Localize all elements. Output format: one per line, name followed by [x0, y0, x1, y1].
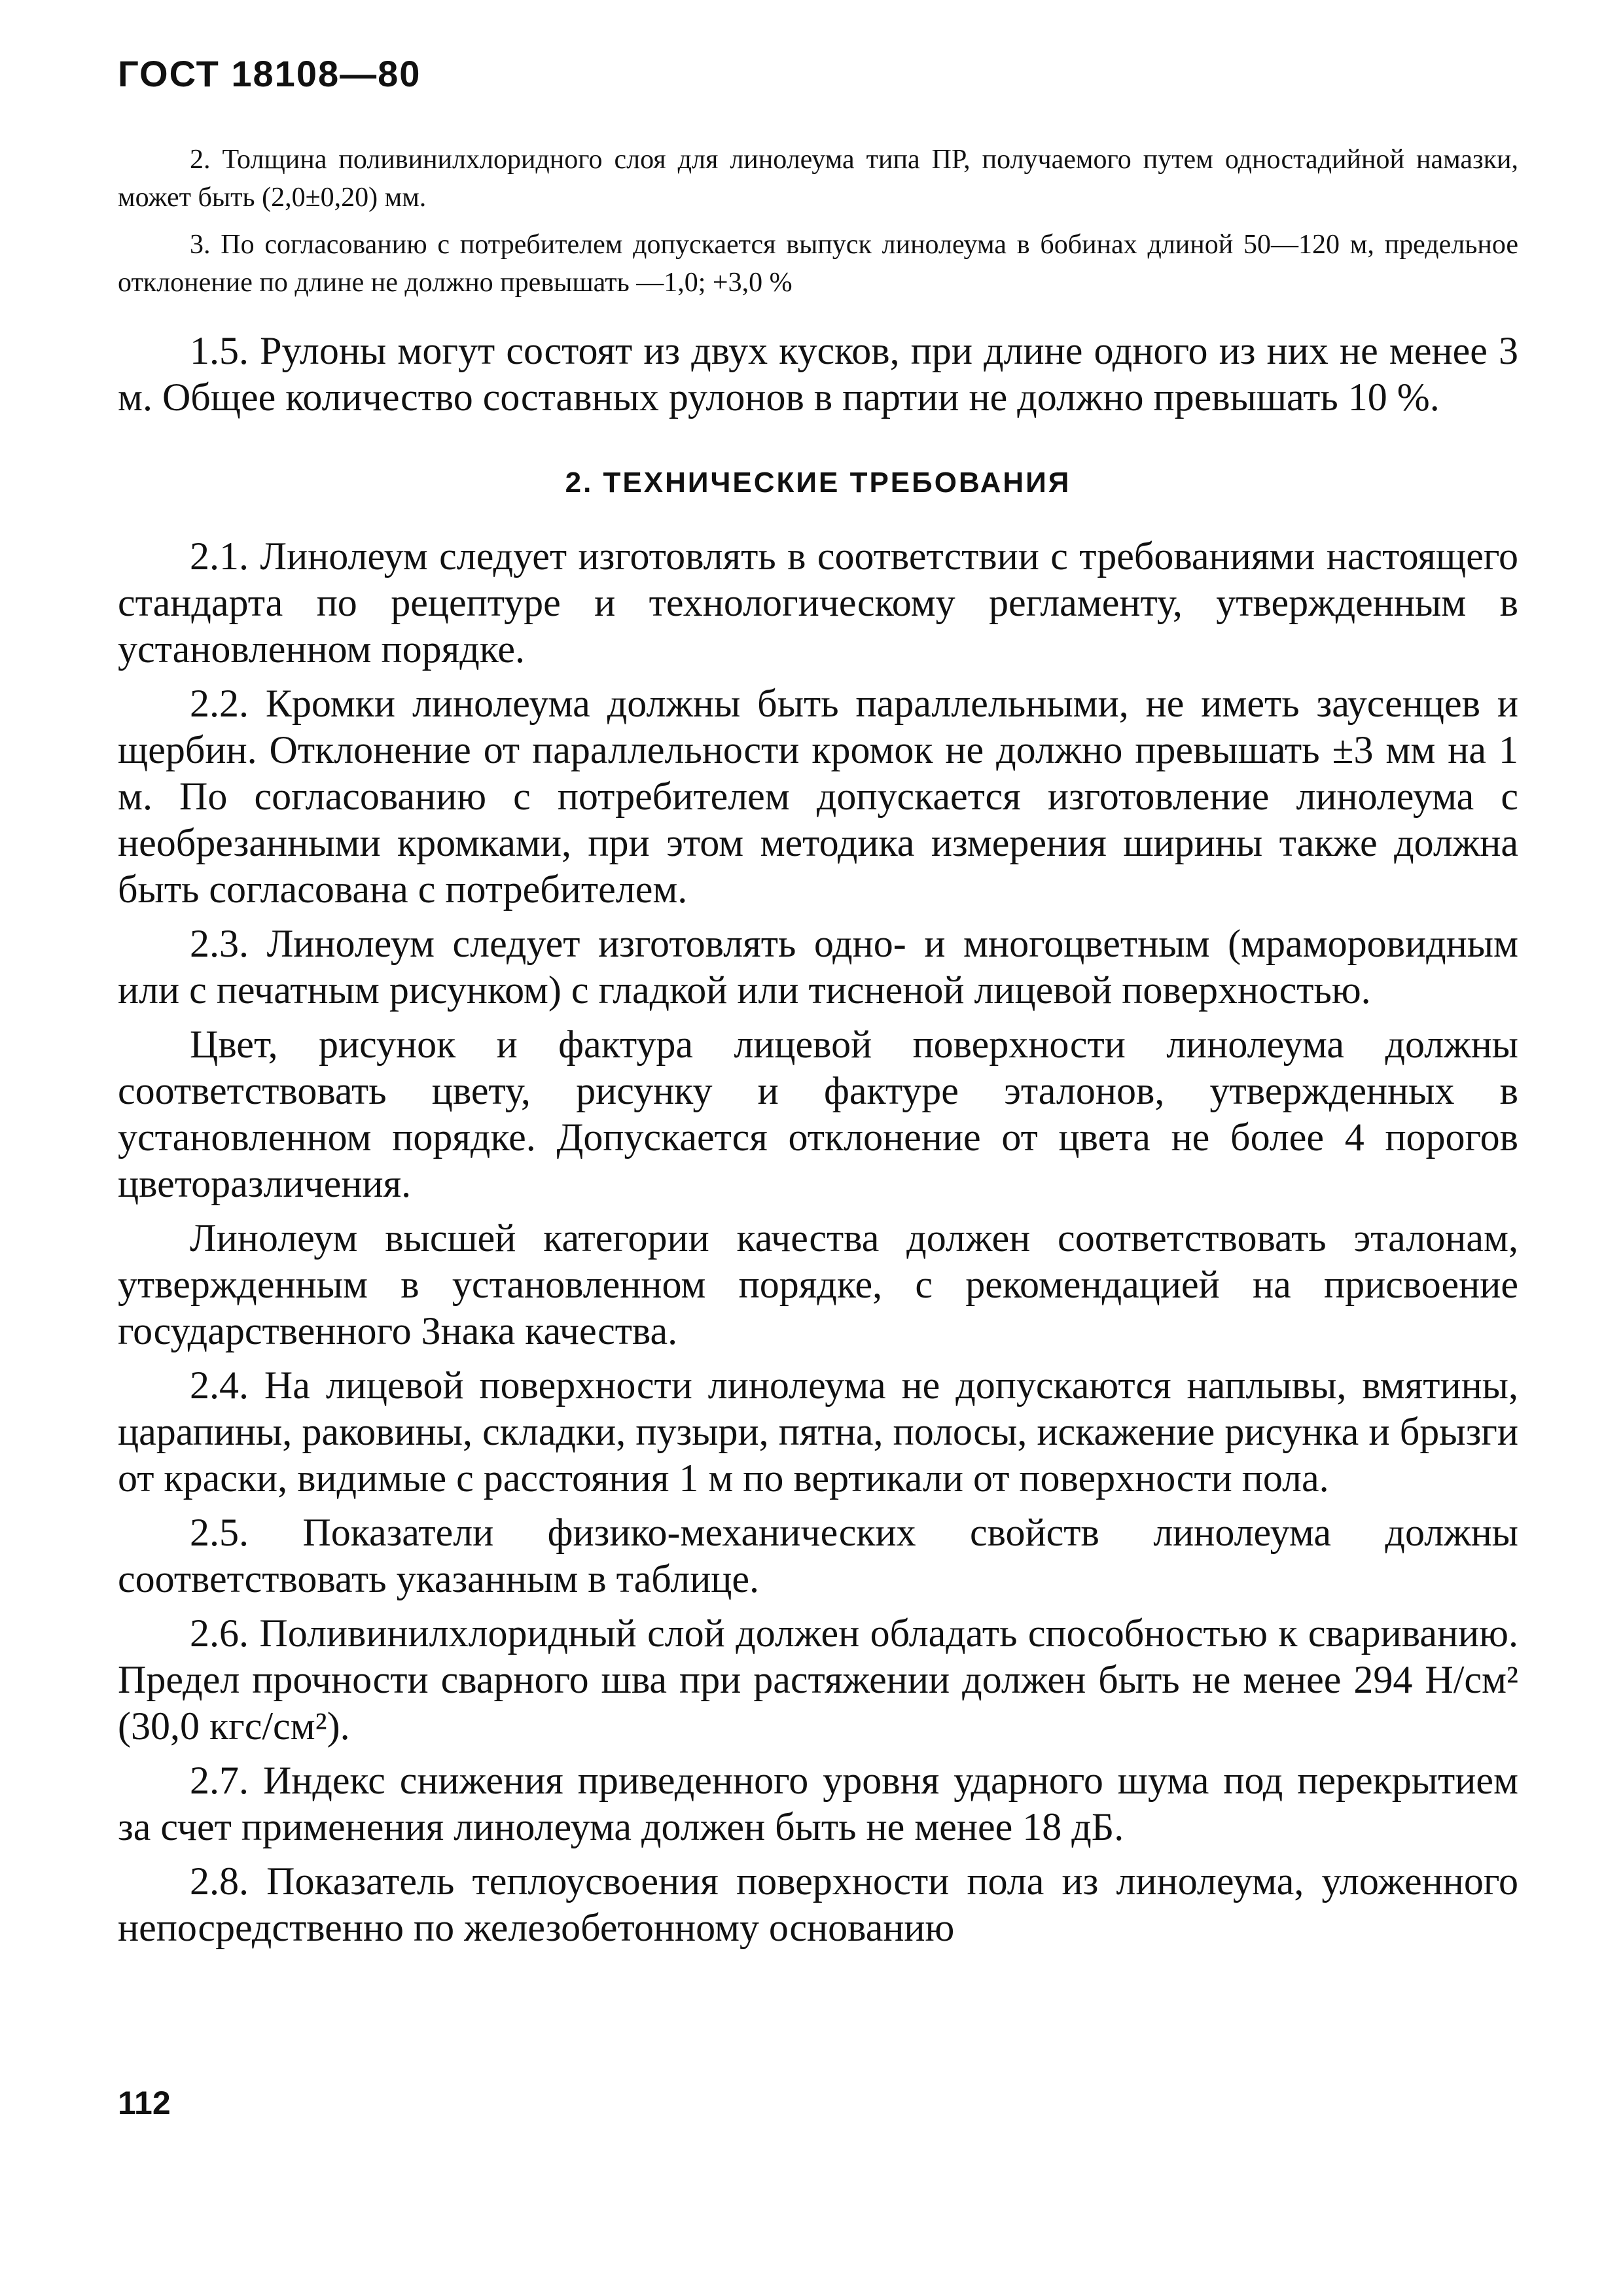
paragraph-quality: Линолеум высшей категории качества должен соответствовать эталонам, утвержденным в установленном порядке, с рекомендацией на присвоение государственного Знака качества.	[118, 1216, 1518, 1352]
notes-block	[118, 141, 1518, 302]
paragraph-2-7: 2.7. Индекс снижения приведенного уровня ударного шума под перекрытием за счет применения линолеума должен быть не менее 18 дБ.	[118, 1759, 1518, 1848]
paragraph-2-1: 2.1. Линолеум следует изготовлять в соответствии с требованиями настоящего стандарта по рецептуре и технологическому регламенту, утвержденным в установленном порядке.	[118, 535, 1518, 671]
note-2: 2. Толщина поливинилхлоридного слоя для линолеума типа ПР, получаемого путем одностадийной намазки, может быть (2,0±0,20) мм.	[118, 145, 1518, 213]
paragraph-1-5: 1.5. Рулоны могут состоят из двух кусков, при длине одного из них не менее 3 м. Общее количество составных рулонов в партии не должно превышать 10 %.	[118, 329, 1518, 419]
paragraph-2-4: 2.4. На лицевой поверхности линолеума не допускаются наплывы, вмятины, царапины, раковины, складки, пузыри, пятна, полосы, искажение рисунка и брызги от краски, видимые с расстояния 1 м по вертикали от поверхности пола.	[118, 1364, 1518, 1500]
standard-header: ГОСТ 18108—80	[118, 53, 421, 94]
intro-block	[118, 328, 1518, 421]
page-number: 112	[118, 2085, 171, 2121]
note-3: 3. По согласованию с потребителем допускается выпуск линолеума в бобинах длиной 50—120 м, предельное отклонение по длине не должно превышать —1,0; +3,0 %	[118, 230, 1518, 298]
section-body	[118, 533, 1518, 1951]
paragraph-2-2: 2.2. Кромки линолеума должны быть параллельными, не иметь заусенцев и щербин. Отклонение от параллельности кромок не должно превышать ±3 мм на 1 м. По согласованию с потребителем допускается изготовление линолеума с необрезанными кромками, при этом методика измерения ширины также должна быть согласована с потребителем.	[118, 682, 1518, 911]
section-title: 2. ТЕХНИЧЕСКИЕ ТРЕБОВАНИЯ	[565, 467, 1071, 499]
paragraph-color: Цвет, рисунок и фактура лицевой поверхности линолеума должны соответствовать цвету, рисунку и фактуре эталонов, утвержденных в установленном порядке. Допускается отклонение от цвета не более 4 порогов цветоразличения.	[118, 1023, 1518, 1205]
document-page	[118, 52, 1518, 2264]
paragraph-2-8: 2.8. Показатель теплоусвоения поверхности пола из линолеума, уложенного непосредственно по железобетонному основанию	[118, 1860, 1518, 1949]
paragraph-2-6: 2.6. Поливинилхлоридный слой должен обладать способностью к свариванию. Предел прочности сварного шва при растяжении должен быть не менее 294 Н/см² (30,0 кгс/см²).	[118, 1612, 1518, 1748]
paragraph-2-5: 2.5. Показатели физико-механических свойств линолеума должны соответствовать указанным в таблице.	[118, 1511, 1518, 1600]
paragraph-2-3: 2.3. Линолеум следует изготовлять одно- и многоцветным (мраморовидным или с печатным рисунком) с гладкой или тисненой лицевой поверхностью.	[118, 922, 1518, 1012]
